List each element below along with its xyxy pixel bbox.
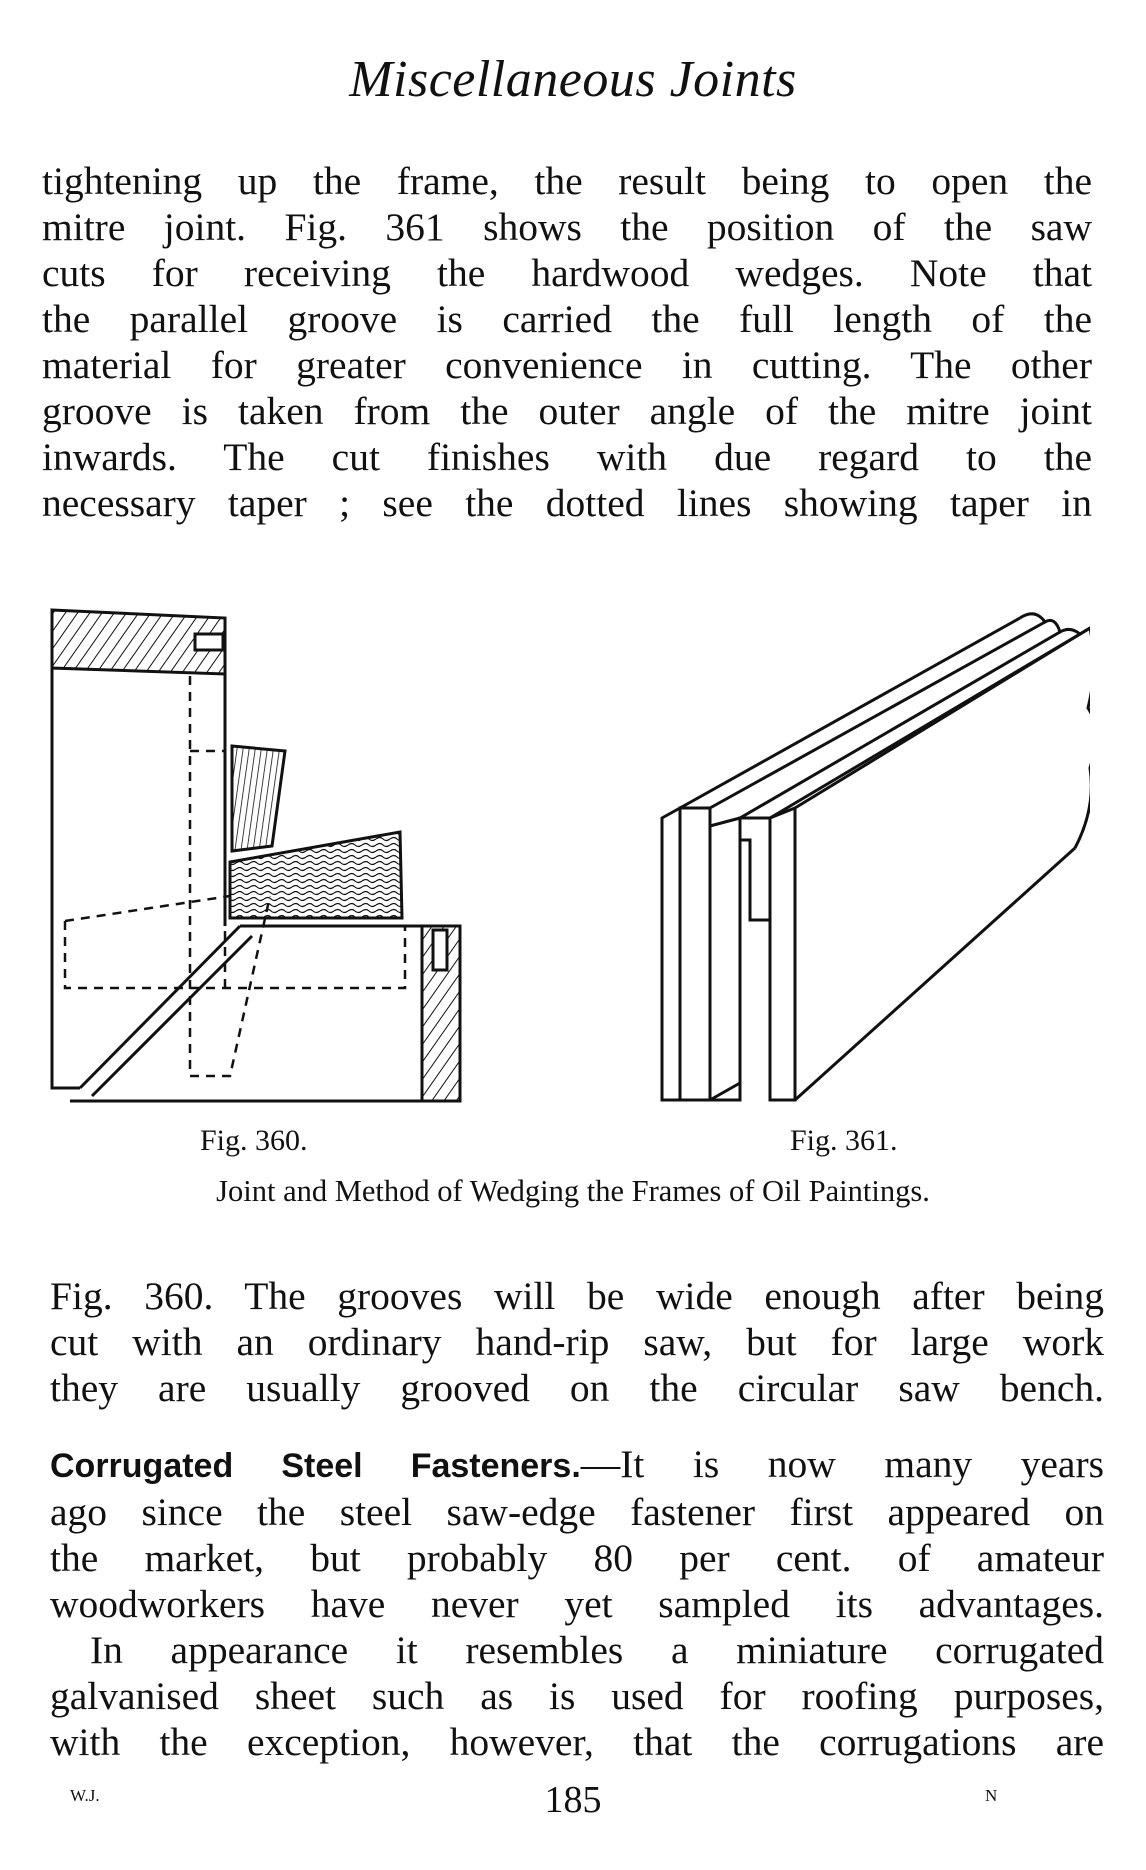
page-title: Miscellaneous Joints (349, 51, 797, 108)
footer-signature-right: N (985, 1786, 998, 1805)
text-line: In appearance it resembles a miniature corrugated (90, 1628, 1104, 1672)
text-line: groove is taken from the outer angle of the mitre joint (42, 389, 1092, 433)
text-line: cuts for receiving the hardwood wedges. Note that (42, 251, 1092, 295)
text-line: the parallel groove is carried the full length of the (42, 297, 1092, 341)
paragraph-2 (50, 1273, 1104, 1411)
text-line: they are usually grooved on the circular saw bench. (50, 1366, 1104, 1410)
text-line: necessary taper ; see the dotted lines showing taper in (42, 481, 1092, 525)
figure-360-label: Fig. 360. (200, 1124, 308, 1157)
text-line: galvanised sheet such as is used for roofing purposes, (50, 1674, 1104, 1718)
text-line: mitre joint. Fig. 361 shows the position of the saw (42, 205, 1092, 249)
text-line: the market, but probably 80 per cent. of amateur (50, 1536, 1104, 1580)
paragraph-1 (42, 158, 1092, 526)
figure-361-label: Fig. 361. (790, 1124, 898, 1157)
text-line: woodworkers have never yet sampled its advantages. (50, 1582, 1104, 1626)
text-line: cut with an ordinary hand-rip saw, but for large work (50, 1320, 1104, 1364)
text-line: material for greater convenience in cutting. The other (42, 343, 1092, 387)
paragraph-3 (50, 1441, 1104, 1765)
section-heading: Corrugated Steel Fasteners. (50, 1447, 581, 1485)
figure-361-illustration (650, 608, 1090, 1108)
text-line: ago since the steel saw-edge fastener first appeared on (50, 1490, 1104, 1534)
footer-signature-left: W.J. (70, 1786, 100, 1805)
text-line: with the exception, however, that the corrugations are (50, 1720, 1104, 1764)
text-line: inwards. The cut finishes with due regard to the (42, 435, 1092, 479)
figure-360-illustration (40, 596, 470, 1116)
text-line: Fig. 360. The grooves will be wide enough after being (50, 1274, 1104, 1318)
figure-caption: Joint and Method of Wedging the Frames of Oil Paintings. (216, 1174, 930, 1208)
text-line: tightening up the frame, the result being to open the (42, 159, 1092, 203)
page-number: 185 (544, 1779, 602, 1821)
text-line (50, 1441, 1104, 1489)
text-run: —It is now many years (580, 1442, 1104, 1486)
